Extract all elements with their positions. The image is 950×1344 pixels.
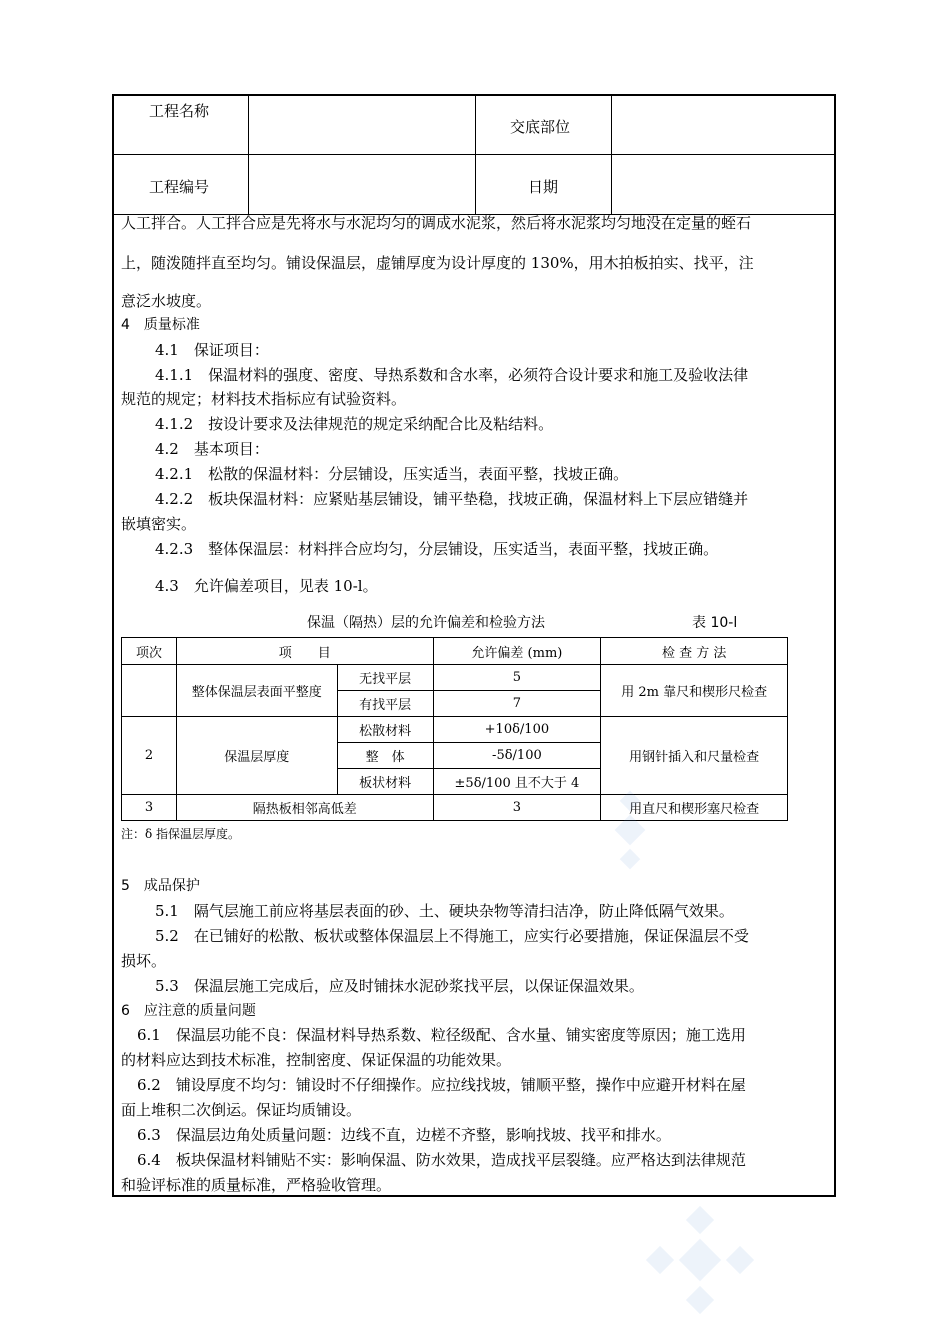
table-cell: 整体保温层表面平整度 xyxy=(176,665,337,717)
table-cell: 7 xyxy=(433,691,601,717)
table-row xyxy=(122,665,788,691)
header-table xyxy=(114,96,834,217)
table-cell: 用直尺和楔形塞尺检查 xyxy=(601,795,788,821)
paragraph: 4.2.1 松散的保温材料：分层铺设，压实适当，表面平整，找坡正确。 xyxy=(155,465,629,483)
table-cell: 隔热板相邻高低差 xyxy=(176,795,433,821)
table-cell: 用钢针插入和尺量检查 xyxy=(601,717,788,795)
table-cell: ±5δ/100 且不大于 4 xyxy=(433,769,601,795)
table-row xyxy=(122,795,788,821)
handover-part-label: 交底部位 xyxy=(510,118,571,136)
paragraph: 5.3 保温层施工完成后，应及时铺抹水泥砂浆找平层，以保证保温效果。 xyxy=(155,977,644,995)
paragraph: 4.3 允许偏差项目，见表 10-l。 xyxy=(155,577,378,595)
table-cell: 2 xyxy=(122,717,177,795)
paragraph: 规范的规定；材料技术指标应有试验资料。 xyxy=(121,390,407,408)
table-cell: 3 xyxy=(122,795,177,821)
project-no-label: 工程编号 xyxy=(149,178,210,196)
table-note: 注：δ 指保温层厚度。 xyxy=(121,827,241,841)
paragraph: 4.2 基本项目： xyxy=(155,440,269,458)
table-cell: 保温层厚度 xyxy=(176,717,337,795)
table-cell: +10δ/100 xyxy=(433,717,601,743)
header-cell: 允许偏差 (mm) xyxy=(433,638,601,665)
table-number: 表 10-l xyxy=(692,615,738,631)
paragraph: 损坏。 xyxy=(121,952,167,970)
paragraph: 5.2 在已铺好的松散、板状或整体保温层上不得施工，应实行必要措施，保证保温层不受 xyxy=(155,927,749,945)
table-cell: 无找平层 xyxy=(337,665,433,691)
header-cell: 项次 xyxy=(122,638,177,665)
paragraph: 5.1 隔气层施工前应将基层表面的砂、土、硬块杂物等清扫洁净，防止降低隔气效果。 xyxy=(155,902,734,920)
paragraph: 4.1.1 保温材料的强度、密度、导热系数和含水率，必须符合设计要求和施工及验收法律 xyxy=(155,366,749,384)
watermark-logo-icon xyxy=(590,790,670,870)
table-cell: 3 xyxy=(433,795,601,821)
paragraph: 意泛水坡度。 xyxy=(121,292,212,310)
table-cell: 有找平层 xyxy=(337,691,433,717)
section-heading: 4 质量标准 xyxy=(121,317,200,333)
paragraph: 6.3 保温层边角处质量问题：边线不直，边槎不齐整，影响找坡、找平和排水。 xyxy=(137,1126,671,1144)
header-cell: 检 查 方 法 xyxy=(601,638,788,665)
table-cell: 用 2m 靠尺和楔形尺检查 xyxy=(601,665,788,717)
paragraph: 4.2.2 板块保温材料：应紧贴基层铺设，铺平垫稳，找坡正确，保温材料上下层应错缝并 xyxy=(155,490,749,508)
paragraph: 4.1.2 按设计要求及法律规范的规定采纳配合比及粘结料。 xyxy=(155,415,554,433)
paragraph: 和验评标准的质量标准，严格验收管理。 xyxy=(121,1176,392,1194)
paragraph: 人工拌合。人工拌合应是先将水与水泥均匀的调成水泥浆，然后将水泥浆均匀地没在定量的蛭石 xyxy=(121,214,752,232)
section-heading: 6 应注意的质量问题 xyxy=(121,1003,256,1019)
watermark-logo-icon xyxy=(645,1205,755,1315)
paragraph: 的材料应达到技术标准，控制密度、保证保温的功能效果。 xyxy=(121,1051,512,1069)
table-row xyxy=(122,717,788,743)
date-label: 日期 xyxy=(528,178,559,196)
tolerance-table xyxy=(121,637,788,821)
paragraph: 嵌填密实。 xyxy=(121,515,197,533)
section-heading: 5 成品保护 xyxy=(121,878,200,894)
table-cell xyxy=(122,665,177,717)
table-cell: 整 体 xyxy=(337,743,433,769)
paragraph: 6.2 铺设厚度不均匀：铺设时不仔细操作。应拉线找坡，铺顺平整，操作中应避开材料在屋 xyxy=(137,1076,746,1094)
table-cell: 板状材料 xyxy=(337,769,433,795)
table-cell: -5δ/100 xyxy=(433,743,601,769)
paragraph: 4.1 保证项目： xyxy=(155,341,269,359)
paragraph: 上，随泼随拌直至均匀。铺设保温层，虚铺厚度为设计厚度的 130%，用木拍板拍实、找平，注 xyxy=(121,254,754,272)
table-title: 保温（隔热）层的允许偏差和检验方法 xyxy=(307,615,545,631)
table-header-row xyxy=(122,638,788,665)
paragraph: 面上堆积二次倒运。保证均质铺设。 xyxy=(121,1101,362,1119)
project-name-label: 工程名称 xyxy=(149,102,210,120)
table-cell: 5 xyxy=(433,665,601,691)
paragraph: 6.4 板块保温材料铺贴不实：影响保温、防水效果，造成找平层裂缝。应严格达到法律规范 xyxy=(137,1151,746,1169)
table-cell: 松散材料 xyxy=(337,717,433,743)
paragraph: 6.1 保温层功能不良：保温材料导热系数、粒径级配、含水量、铺实密度等原因；施工选用 xyxy=(137,1026,746,1044)
header-cell: 项 目 xyxy=(176,638,433,665)
paragraph: 4.2.3 整体保温层：材料拌合应均匀，分层铺设，压实适当，表面平整，找坡正确。 xyxy=(155,540,719,558)
